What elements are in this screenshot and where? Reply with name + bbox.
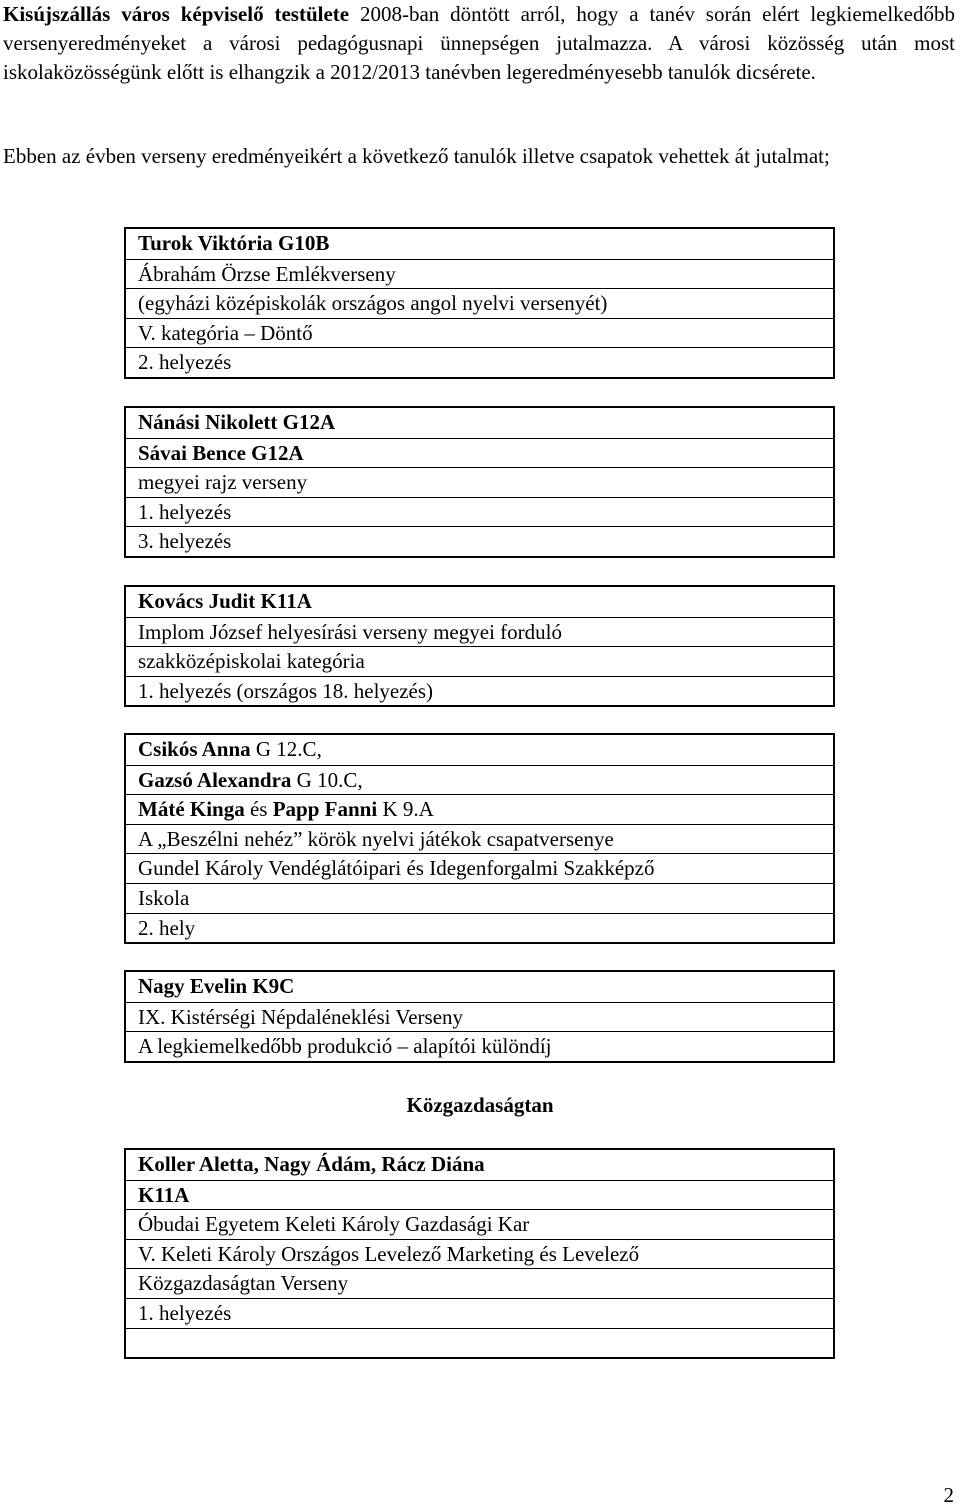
award-student-name: Kovács Judit K11A	[138, 589, 312, 613]
award-category: V. kategória – Döntő	[126, 318, 833, 348]
award-table-economics	[124, 1148, 835, 1359]
award-category: szakközépiskolai kategória	[126, 646, 833, 676]
award-student-name	[126, 794, 833, 824]
award-venue: Iskola	[126, 883, 833, 913]
award-description: (egyházi középiskolák országos angol nyelvi versenyét)	[126, 288, 833, 318]
award-result: 1. helyezés	[126, 497, 833, 527]
student-class: G 12.C,	[250, 737, 322, 761]
award-student-name: Sávai Bence G12A	[126, 438, 833, 468]
award-result: 2. hely	[126, 913, 833, 943]
award-table-turok	[124, 227, 835, 379]
award-student-name	[126, 765, 833, 795]
student-class: K 9.A	[377, 797, 434, 822]
student-name: Csikós Anna	[138, 737, 251, 761]
award-result: A legkiemelkedőbb produkció – alapítói különdíj	[126, 1031, 833, 1061]
award-result: 1. helyezés (országos 18. helyezés)	[126, 676, 833, 706]
intro-paragraph	[3, 0, 955, 87]
award-competition: Implom József helyesírási verseny megyei forduló	[126, 617, 833, 647]
award-student-name: Turok Viktória G10B	[138, 231, 330, 255]
award-student-name: Nagy Evelin K9C	[138, 974, 295, 998]
award-result: 1. helyezés	[126, 1298, 833, 1328]
student-class: G 10.C,	[291, 767, 363, 792]
award-table-nanasi-savai	[124, 406, 835, 558]
section-heading: Közgazdaságtan	[406, 1093, 554, 1117]
award-table-team	[124, 733, 835, 944]
award-competition: V. Keleti Károly Országos Levelező Marketing és Levelező	[126, 1239, 833, 1269]
award-competition: IX. Kistérségi Népdaléneklési Verseny	[126, 1002, 833, 1032]
award-result: 3. helyezés	[126, 526, 833, 556]
award-competition: megyei rajz verseny	[126, 467, 833, 497]
award-table-kovacs	[124, 585, 835, 707]
award-student-name	[126, 735, 833, 765]
award-student-name: Nánási Nikolett G12A	[138, 410, 336, 434]
award-competition: Közgazdaságtan Verseny	[126, 1268, 833, 1298]
award-competition: Ábrahám Örzse Emlékverseny	[126, 259, 833, 289]
award-venue: Gundel Károly Vendéglátóipari és Idegenforgalmi Szakképző	[126, 853, 833, 883]
intro-text: 2008-ban döntött arról, hogy a tanév során elért legkiemelkedőbb versenyeredményeket a városi pedagógusnapi ünnepségen jutalmazza. A városi közösség után most iskolaközösségünk előtt is elhangzik a 2012/2013 tanévben legeredményesebb tanulók dicsérete.	[3, 2, 955, 84]
awards-intro-paragraph: Ebben az évben verseny eredményeikért a következő tanulók illetve csapatok vehettek át jutalmat;	[3, 144, 830, 168]
award-table-nagy-evelin	[124, 970, 835, 1063]
award-student-name: Koller Aletta, Nagy Ádám, Rácz Diána	[138, 1152, 485, 1176]
page-number: 2	[943, 1483, 954, 1507]
award-venue: Óbudai Egyetem Keleti Károly Gazdasági Kar	[126, 1209, 833, 1239]
award-student-class: K11A	[126, 1180, 833, 1210]
award-competition: A „Beszélni nehéz” körök nyelvi játékok csapatversenye	[126, 824, 833, 854]
student-name: Papp Fanni	[272, 797, 378, 822]
student-name: Gazsó Alexandra	[138, 767, 292, 792]
name-conjunction: és	[244, 797, 273, 822]
award-result: 2. helyezés	[126, 347, 833, 377]
award-empty-row	[126, 1328, 833, 1358]
intro-lead: Kisújszállás város képviselő testülete	[3, 2, 350, 26]
student-name: Máté Kinga	[138, 797, 245, 822]
